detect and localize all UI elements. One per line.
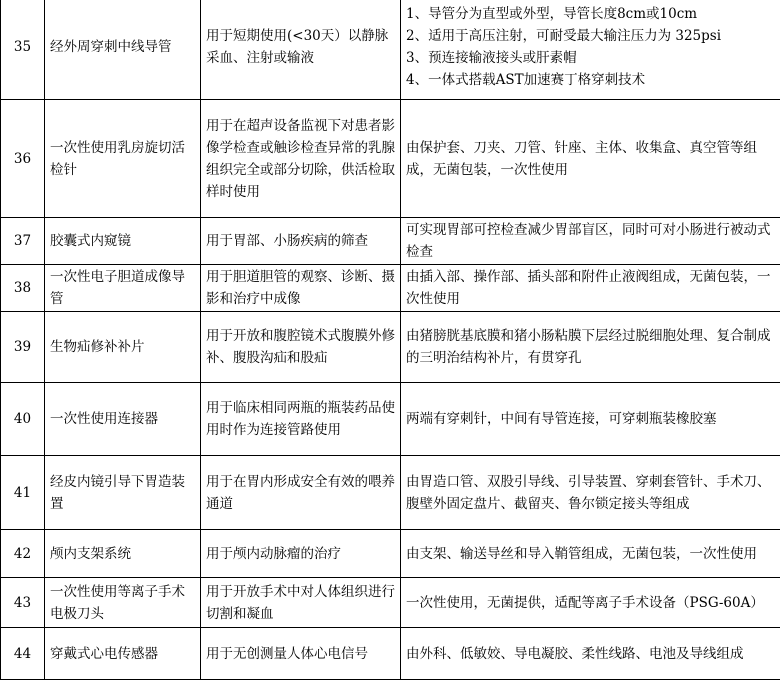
device-description: 由外科、低敏姣、导电凝胶、柔性线路、电池及导线组成 <box>401 628 780 680</box>
description-line: 1、导管分为直型或外型，导管长度8cm或10cm <box>406 3 775 25</box>
device-use: 用于短期使用(<30天）以静脉采血、注射或输液 <box>201 0 401 100</box>
device-name: 胶囊式内窥镜 <box>45 218 201 265</box>
row-number: 44 <box>1 628 45 680</box>
device-description: 一次性使用，无菌提供，适配等离子手术设备（PSG-60A） <box>401 578 780 628</box>
device-name: 一次性使用连接器 <box>45 383 201 456</box>
device-name: 一次性电子胆道成像导管 <box>45 265 201 312</box>
row-number: 37 <box>1 218 45 265</box>
row-number: 41 <box>1 456 45 530</box>
device-use: 用于胃部、小肠疾病的筛查 <box>201 218 401 265</box>
device-use: 用于颅内动脉瘤的治疗 <box>201 530 401 578</box>
device-use: 用于无创测量人体心电信号 <box>201 628 401 680</box>
device-name: 生物疝修补补片 <box>45 312 201 383</box>
description-line: 4、一体式搭载AST加速赛丁格穿刺技术 <box>406 69 775 91</box>
row-number: 43 <box>1 578 45 628</box>
device-name: 颅内支架系统 <box>45 530 201 578</box>
table-row <box>1 265 780 312</box>
device-description: 由插入部、操作部、插头部和附件止液阀组成，无菌包装，一次性使用 <box>401 265 780 312</box>
device-description <box>401 0 780 100</box>
description-line: 3、预连接输液接头或肝素帽 <box>406 47 775 69</box>
device-description: 由保护套、刀夹、刀管、针座、主体、收集盒、真空管等组成，无菌包装，一次性使用 <box>401 100 780 218</box>
device-description: 由胃造口管、双股引导线、引导装置、穿刺套管针、手术刀、腹壁外固定盘片、截留夹、鲁尔锁定接头等组成 <box>401 456 780 530</box>
table-row <box>1 312 780 383</box>
device-name: 一次性使用乳房旋切活检针 <box>45 100 201 218</box>
table-row <box>1 628 780 680</box>
row-number: 35 <box>1 0 45 100</box>
row-number: 42 <box>1 530 45 578</box>
table-row <box>1 218 780 265</box>
table-row <box>1 530 780 578</box>
device-use: 用于在胃内形成安全有效的喂养通道 <box>201 456 401 530</box>
table-row <box>1 100 780 218</box>
device-description: 两端有穿刺针，中间有导管连接，可穿刺瓶装橡胶塞 <box>401 383 780 456</box>
table-row <box>1 0 780 100</box>
row-number: 40 <box>1 383 45 456</box>
device-name: 穿戴式心电传感器 <box>45 628 201 680</box>
description-line: 2、适用于高压注射，可耐受最大输注压力为 325psi <box>406 25 775 47</box>
row-number: 36 <box>1 100 45 218</box>
device-use: 用于胆道胆管的观察、诊断、摄影和治疗中成像 <box>201 265 401 312</box>
device-use: 用于在超声设备监视下对患者影像学检查或触诊检查异常的乳腺组织完全或部分切除，供活检取样时使用 <box>201 100 401 218</box>
device-name: 一次性使用等离子手术电极刀头 <box>45 578 201 628</box>
device-use: 用于临床相同两瓶的瓶装药品使用时作为连接管路使用 <box>201 383 401 456</box>
table-row <box>1 578 780 628</box>
table-row <box>1 383 780 456</box>
row-number: 39 <box>1 312 45 383</box>
device-description: 可实现胃部可控检查减少胃部盲区，同时可对小肠进行被动式检查 <box>401 218 780 265</box>
table-row <box>1 456 780 530</box>
device-name: 经外周穿刺中线导管 <box>45 0 201 100</box>
row-number: 38 <box>1 265 45 312</box>
device-name: 经皮内镜引导下胃造装置 <box>45 456 201 530</box>
device-description: 由支架、输送导丝和导入鞘管组成，无菌包装，一次性使用 <box>401 530 780 578</box>
device-use: 用于开放手术中对人体组织进行切割和凝血 <box>201 578 401 628</box>
device-use: 用于开放和腹腔镜术式腹膜外修补、腹股沟疝和股疝 <box>201 312 401 383</box>
device-description: 由猪膀胱基底膜和猪小肠粘膜下层经过脱细胞处理、复合制成的三明治结构补片，有贯穿孔 <box>401 312 780 383</box>
